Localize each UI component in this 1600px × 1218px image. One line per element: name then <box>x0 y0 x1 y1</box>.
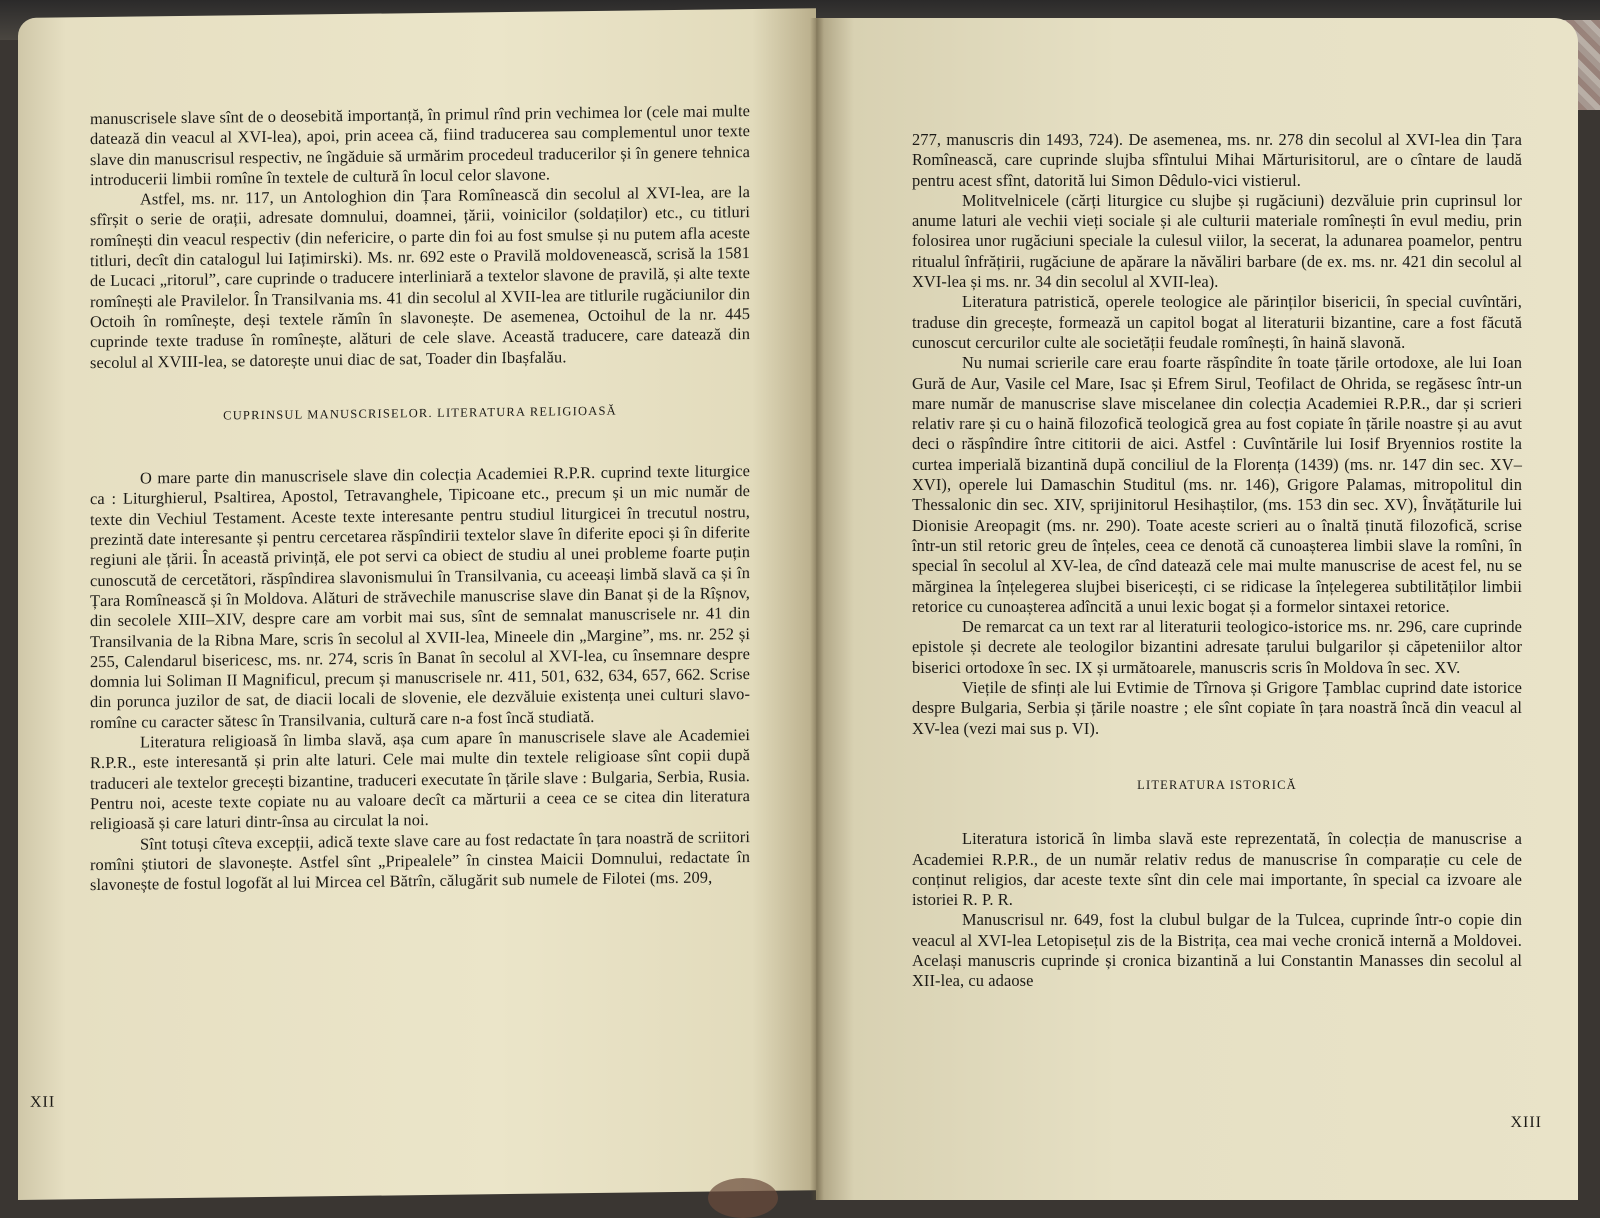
thumb <box>708 1178 778 1218</box>
paragraph-molitvelnicele: Molitvelnicele (cărți liturgice cu slujbe și rugăciuni) dezvăluie prin cuprinsul lor anume laturi ale vechii vieți sociale și ale culturii materiale romînești în evul mediu, prin folosirea unor rugăciuni speciale la culesul viilor, la secerat, la adunarea poamelor, pentru ritualul înfrățirii, rugăciune de apărare la năvăliri barbare (de ex. ms. nr. 421 din secolul al XVI-lea și ms. nr. 34 din secolul al XVII-lea). <box>912 190 1522 292</box>
paragraph-manuscrisul-649: Manuscrisul nr. 649, fost la clubul bulgar de la Tulcea, cuprinde într-o copie din veacul al XVI-lea Letopisețul zis de la Bistrița, cea mai veche cronică internă a Moldovei. Același manuscris cuprinde și cronica bizantină a lui Constantin Manasses din secolul al XII-lea, cu adaose <box>912 910 1522 991</box>
paragraph-de-remarcat: De remarcat ca un text rar al literaturii teologico-istorice ms. nr. 296, care cuprinde epistole și decrete ale teologilor bizantini adresate țarului bulgarilor și căpeteniilor altor biserici ortodoxe în sec. IX și următoarele, manuscris scris în Moldova în sec. XV. <box>912 617 1522 677</box>
paragraph-literatura-patristica: Literatura patristică, operele teologice ale părinților bisericii, în special cuvîntări, traduse din grecește, formează un capitol bogat al literaturii bizantine, care a fost făcută cunoscut cercurilor culte ale societății feudale romînești, în haină slavonă. <box>912 292 1522 352</box>
paragraph-literatura-istorica: Literatura istorică în limba slavă este reprezentată, în colecția de manuscrise a Academiei R.P.R., de un număr relativ redus de manuscrise în comparație cu cele de conținut religios, dar aceste texte sînt din cele mai importante, în special ca izvoare ale istoriei R. P. R. <box>912 829 1522 910</box>
book-spine-shadow <box>810 18 824 1200</box>
section-heading-religioasa: CUPRINSUL MANUSCRISELOR. LITERATURA RELIGIOASĂ <box>223 403 617 423</box>
section-heading-istorica: LITERATURA ISTORICĂ <box>1137 777 1297 792</box>
right-page-text <box>912 130 1522 992</box>
open-book <box>18 18 1578 1200</box>
right-page <box>816 18 1578 1200</box>
paragraph-nu-numai: Nu numai scrierile care erau foarte răspîndite în toate țările ortodoxe, ale lui Ioan Gură de Aur, Vasile cel Mare, Isac și Efrem Sirul, Teofilact de Ohrida, se regăsesc într-un mare număr de manuscrise slave miscelanee din colecția Academiei R.P.R., dar și scrieri relativ rare și cu o haină filozofică teologică grea au fost copiate în țările noastre și au avut deci o răspîndire între cititorii de aici. Astfel : Cuvîntările lui Iosif Bryennios rostite la curtea imperială bizantină după conciliul de la Florența (1439) (ms. nr. 147 din sec. XV–XVI), operele lui Damaschin Studitul (ms. nr. 146), Grigore Palamas, mitropolitul din Thessalonic din sec. XIV, sprijinitorul Hesihaștilor, (ms. 153 din sec. XV), Învățăturile lui Dionisie Areopagit (ms. nr. 290). Toate aceste scrieri au o înaltă ținută filozofică, scrise într-un stil retoric greu de înțeles, ceea ce denotă că cunoașterea limbii slave la romîni, în special în secolul al XV-lea, de cînd datează cele mai multe manuscrise de acest fel, nu se mărginea la înțelegerea slujbei bisericești, ci se ridicase la înțelegerea subtilităților limbii retorice cu cunoașterea adîncită a unui lexic bogat și a formelor sintaxei retorice. <box>912 353 1522 616</box>
paragraph-literatura-religioasa: Literatura religioasă în limba slavă, așa cum apare în manuscrisele slave ale Academiei R.P.R., este interesantă și prin alte laturi. Cele mai multe din textele religioase sînt copii după traduceri ale textelor grecești bizantine, traduceri executate în țările slave : Bulgaria, Serbia, Rusia. Pentru noi, aceste texte copiate nu au valoare decît ca mărturii a ceea ce se citea din literatura religioasă și care laturi dintr-însa au circulat la noi. <box>90 725 750 834</box>
paragraph-o-mare-parte: O mare parte din manuscrisele slave din colecția Academiei R.P.R. cuprind texte liturgice ca : Liturghierul, Psaltirea, Apostol, Tetravanghele, Tipicoane etc., precum și un mic număr de texte din Vechiul Testament. Aceste texte interesante pentru studiul liturgicei în trecutul nostru, prezintă date interesante și pentru cercetarea răspîndirii textelor slave în diferite epoci și în diferite regiuni ale țării. În această privință, ele pot servi ca obiect de studiu al unei probleme foarte puțin cunoscută de cercetători, răspîndirea slavonismului în Transilvania, cu aceeași limbă slavă ca și în Țara Romînească și în Moldova. Alături de străvechile manuscrise slave din Banat și de la Rîșnov, din secolele XIII–XIV, despre care am vorbit mai sus, sînt de semnalat manuscrisele nr. 41 din Transilvania de la Ribna Mare, scris în secolul al XVII-lea, Mineele din „Margine”, ms. nr. 252 și 255, Calendarul bisericesc, ms. nr. 274, scris în Banat în secolul al XVI-lea, cu însemnare despre domnia lui Soliman II Magnificul, precum și manuscrisele nr. 411, 501, 632, 634, 657, 662. Scrise din porunca juzilor de sat, de diacii locali de slovenie, ele dezvăluie existența unei culturi slavo-romîne cu caracter sătesc în Transilvania, cultură care n-a fost încă studiată. <box>90 461 750 732</box>
left-page-text <box>90 101 750 895</box>
paragraph-277-manuscris: 277, manuscris din 1493, 724). De asemenea, ms. nr. 278 din secolul al XVI-lea din Țara Romînească, care cuprinde slujba sfîntului Mihai Mărturisitorul, are o cîntare de laudă pentru acest sfînt, datorită lui Simon Dêdulo-vici vistierul. <box>912 130 1522 190</box>
page-number-left: XII <box>30 1093 56 1111</box>
left-page <box>18 8 816 1200</box>
page-number-right: XIII <box>1510 1114 1542 1131</box>
paragraph-sint-totusi: Sînt totuși cîteva excepții, adică texte slave care au fost redactate în țara noastră de scriitori romîni știutori de slavonește. Astfel sînt „Pripealele” în cinstea Maicii Domnului, redactate în slavonește de fostul logofăt al lui Mircea cel Bătrîn, călugărit sub numele de Filotei (ms. 209, <box>90 826 750 895</box>
paragraph-manuscrisele: manuscrisele slave sînt de o deosebită importanță, în primul rînd prin vechimea lor (cele mai multe datează din veacul al XVI-lea), apoi, prin aceea că, fiind traducerea sau complementul unor texte slave din manuscrisul respectiv, ne îngăduie să urmărim procedeul traducerilor și în genere tehnica introducerii limbii romîne în textele de cultură în locul celor slavone. <box>90 101 750 190</box>
paragraph-astfel: Astfel, ms. nr. 117, un Antologhion din Țara Romînească din secolul al XVI-lea, are la sfîrșit o serie de orații, adresate domnului, doamnei, țării, voinicilor (soldaților) etc., cu titluri romînești din veacul respectiv (din nefericire, o parte din foi au fost smulse și nu putem afla aceste titluri, decît din catalogul lui Iațimirski). Ms. nr. 692 este o Pravilă moldovenească, scrisă la 1581 de Lucaci „ritorul”, care cuprinde o traducere interliniară a textelor slavone de pravilă, și alte texte romînești ale Pravilelor. În Transilvania ms. 41 din secolul al XVII-lea are titlurile rugăciunilor din Octoih în romînește, deși textele rămîn în slavonește. De asemenea, Octoihul de la nr. 445 cuprinde texte traduse în romînește, alături de cele slave. Această traducere, care datează din secolul al XVIII-lea, se datorește unui diac de sat, Toader din Ibașfalău. <box>90 182 750 372</box>
paragraph-vietile: Viețile de sfinți ale lui Evtimie de Tîrnova și Grigore Țamblac cuprind date istorice despre Bulgaria, Serbia și țările noastre ; ele sînt copiate în țara noastră încă din veacul al XV-lea (vezi mai sus p. VI). <box>912 678 1522 738</box>
